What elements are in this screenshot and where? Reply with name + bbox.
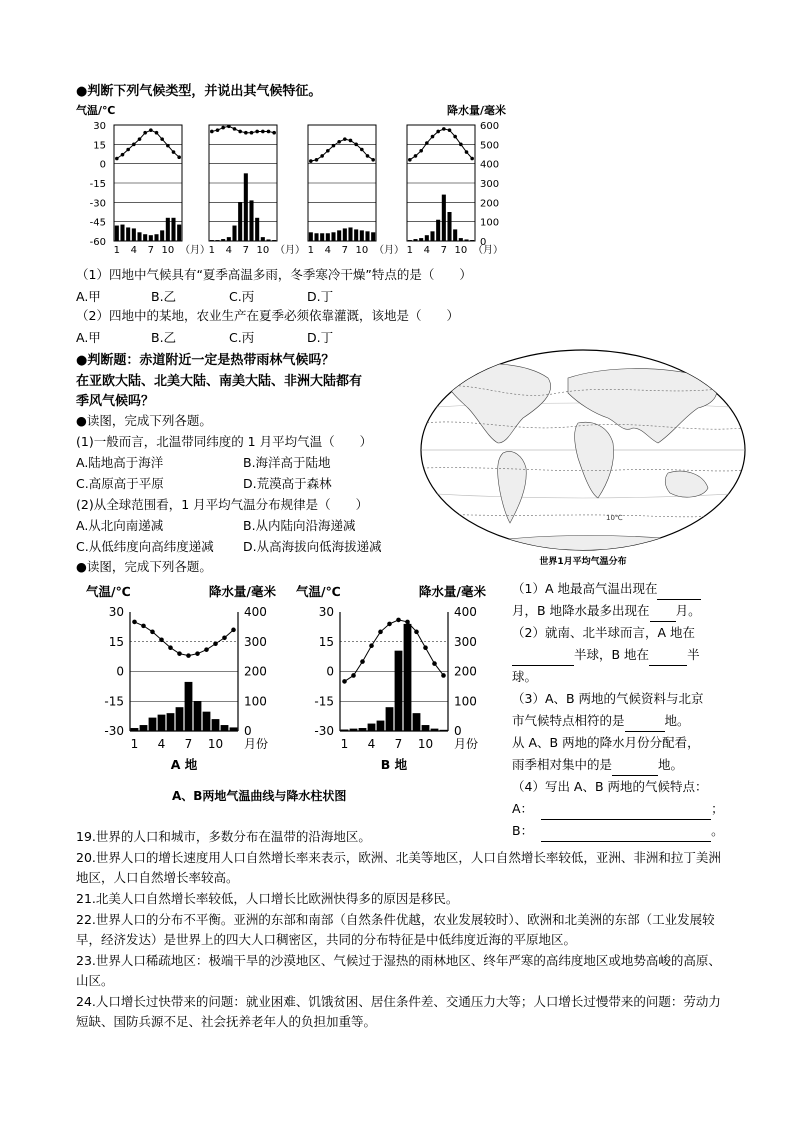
temp-point [337, 140, 341, 144]
precip-bar [261, 237, 265, 241]
month-tick-label: 10 [207, 737, 224, 751]
precip-bar [221, 239, 225, 241]
q3-sub2-option-c: C.从低纬度向高纬度递减 [76, 539, 214, 554]
precip-bar [232, 226, 236, 241]
note-21: 21.北美人口自然增长率较低，人口增长比欧洲快得多的原因是移民。 [76, 891, 459, 906]
temp-axis-title: 气温/℃ [86, 584, 131, 599]
temp-tick-label: 30 [318, 605, 334, 619]
q2-line3: 季风气候吗？ [76, 394, 155, 409]
temp-curve [135, 622, 234, 656]
precip-tick-label: 600 [480, 121, 500, 132]
precip-bar [158, 715, 166, 731]
temp-tick-label: 15 [318, 634, 334, 649]
temp-point [465, 150, 469, 154]
precip-bar [167, 713, 175, 731]
q3-sub1-option-a: A.陆地高于海洋 [76, 455, 164, 470]
q1-sub2: （2）四地中的某地，农业生产在夏季必须依靠灌溉，该地是（ ） [76, 308, 459, 323]
note-20: 20.世界人口的增长速度用人口自然增长率来表示，欧洲、北美等地区，人口自然增长率较低，亚洲、非洲和拉丁美洲地区，人口自然增长率较高。 [76, 850, 721, 885]
temp-point [143, 131, 147, 135]
q4-p4-text: （4）写出 A、B 两地的气候特点： [512, 779, 708, 794]
q1-sub1-option-d: D.丁 [307, 289, 334, 304]
precip-tick-label: 0 [480, 237, 487, 248]
temp-point [436, 130, 440, 134]
precip-bar [371, 232, 375, 241]
q2-line1: ●判断题：赤道附近一定是热带雨林气候吗？ [76, 353, 335, 368]
temp-point [459, 143, 463, 147]
precip-bar [365, 231, 369, 241]
precip-tick-label: 400 [244, 605, 267, 619]
temp-point [227, 124, 231, 128]
q1-sub2-option-a: A.甲 [76, 330, 101, 345]
temp-point [155, 131, 159, 135]
precip-bar [442, 195, 446, 241]
temp-point [371, 158, 375, 162]
temp-point [149, 128, 153, 132]
temp-point [442, 127, 446, 131]
month-tick-label: 1 [307, 245, 315, 256]
precip-bar [154, 234, 158, 241]
precip-bar [413, 713, 421, 731]
q3-sub1: (1)一般而言，北温带同纬度的 1 月平均气温（ ） [76, 434, 373, 449]
temp-point [360, 148, 364, 152]
precip-bar [359, 728, 367, 731]
month-tick-label: 7 [184, 737, 193, 751]
temp-point [423, 645, 428, 650]
temp-point [213, 641, 218, 646]
q4-p3-line4 [512, 754, 732, 776]
precip-bar [453, 229, 457, 241]
precip-bar [244, 173, 248, 241]
temp-point [408, 158, 412, 162]
q4-p4a-line: A： ； [512, 798, 732, 820]
temp-point [342, 679, 347, 684]
month-tick-label: 1 [406, 245, 414, 256]
q4-p3d: 从 A、B 两地的降水月份分配看， [512, 735, 700, 750]
temp-curve [345, 620, 444, 681]
q3-sub2-option-b: B.从内陆向沿海递减 [243, 518, 356, 533]
temp-tick-label: -45 [89, 217, 106, 229]
month-tick-label: 7 [147, 245, 155, 256]
q3-sub1-option-c: C.高原高于平原 [76, 476, 164, 491]
temp-point [419, 149, 423, 153]
month-tick-label: 10 [161, 245, 175, 256]
month-tick-label: 4 [130, 245, 138, 256]
precip-bar [194, 701, 202, 731]
q4-p3-line3 [512, 732, 732, 754]
precip-bar [440, 730, 448, 731]
temp-tick-label: -60 [89, 237, 106, 248]
precip-bar [132, 228, 136, 241]
precip-bar [425, 235, 429, 241]
precip-bar [337, 230, 341, 241]
temp-point [195, 651, 200, 656]
temp-point [126, 148, 130, 152]
temp-point [360, 659, 365, 664]
precip-bar [266, 239, 270, 241]
temp-point [453, 135, 457, 139]
temp-point [210, 130, 214, 134]
precip-bar [185, 682, 193, 731]
precip-bar [238, 202, 242, 241]
month-tick-label: 10 [417, 737, 434, 751]
blank-b-hemisphere[interactable] [649, 665, 687, 666]
precip-bar [227, 237, 231, 241]
precip-bar [419, 238, 423, 241]
month-tick-label: 4 [225, 245, 233, 256]
q4-questions [512, 578, 732, 842]
temp-tick-label: 0 [116, 664, 124, 679]
q4-p3b: 市气候特点相符的是 [512, 713, 625, 728]
q1-sub2-option-d: D.丁 [307, 330, 334, 345]
temp-point [177, 155, 181, 159]
precip-bar [430, 231, 434, 241]
temp-point [366, 154, 370, 158]
precip-bar [203, 712, 211, 731]
chart-name-label: B 地 [380, 757, 408, 772]
temp-tick-label: -30 [89, 198, 106, 210]
precip-bar [137, 232, 141, 241]
q4-p2b: 半球，B 地在 [574, 647, 650, 662]
month-unit-label: （月） [180, 245, 210, 256]
temp-point [132, 620, 137, 625]
temp-point [396, 618, 401, 623]
note-22: 22.世界人口的分布不平衡。亚洲的东部和南部（自然条件优越，农业发展较时）、欧洲和北美洲的东部（工业发展较早，经济发达）是世界上的四大人口稠密区，共同的分布特征是中低纬度近海的平原地区。 [76, 912, 715, 947]
q3-sub2: (2)从全球范围看，1 月平均气温分布规律是（ ） [76, 497, 369, 512]
month-tick-label: 10 [256, 245, 270, 256]
temp-point [115, 157, 119, 161]
temp-point [354, 143, 358, 147]
precip-bar [459, 238, 463, 241]
month-unit-label: （月） [275, 245, 305, 256]
temp-point [159, 637, 164, 642]
temp-point [261, 130, 265, 134]
temp-curve [212, 126, 274, 132]
month-tick-label: 7 [242, 245, 250, 256]
q4-p1c: 月。 [675, 603, 701, 618]
month-tick-label: 1 [130, 737, 139, 751]
month-tick-label: 7 [341, 245, 349, 256]
q3-sub1-option-b: B.海洋高于陆地 [243, 455, 331, 470]
temp-point [172, 150, 176, 154]
temp-point [309, 159, 313, 163]
q1-sub1-option-a: A.甲 [76, 289, 101, 304]
month-tick-label: 1 [208, 245, 216, 256]
precip-bar [249, 200, 253, 241]
temp-point [326, 149, 330, 153]
precip-bar [171, 218, 175, 241]
precip-bar [160, 230, 164, 241]
precip-bar [143, 234, 147, 241]
temp-axis-title: 气温/℃ [296, 584, 341, 599]
precip-tick-label: 300 [480, 179, 500, 190]
precip-bar [115, 226, 119, 241]
precip-tick-label: 200 [454, 664, 477, 679]
precip-bar [348, 227, 352, 241]
temp-point [216, 128, 220, 132]
precip-tick-label: 0 [244, 724, 252, 738]
note-23: 23.世界人口稀疏地区：极端干旱的沙漠地区、气候过于湿热的雨林地区、终年严寒的高纬度地区或地势高峻的高原、山区。 [76, 953, 721, 988]
temp-curve [311, 139, 373, 161]
temp-point [244, 131, 248, 135]
chart-name-label: A 地 [170, 757, 198, 772]
temp-point [332, 144, 336, 148]
note-24: 24.人口增长过快带来的问题：就业困难、饥饿贫困、居住条件差、交通压力大等；人口增长过慢带来的问题：劳动力短缺、国防兵源不足、社会抚养老年人的负担加重等。 [76, 994, 721, 1029]
q4-p3-cont [512, 710, 732, 732]
precip-bar [422, 725, 430, 731]
precip-tick-label: 400 [454, 605, 477, 619]
precip-bar [149, 718, 157, 731]
precip-bar [215, 240, 219, 241]
q3-sub1-option-d: D.荒漠高于森林 [243, 476, 332, 491]
temp-point [425, 141, 429, 145]
precip-bar [177, 225, 181, 241]
q4-p2c: 半 [687, 647, 700, 662]
month-tick-label: 7 [440, 245, 448, 256]
q4-p3f: 地。 [658, 757, 684, 772]
precip-bar [140, 725, 148, 731]
temp-point [233, 127, 237, 131]
q3-sub2-option-a: A.从北向南递减 [76, 518, 164, 533]
month-unit-label: 月份 [454, 737, 479, 751]
temp-point [432, 661, 437, 666]
temp-tick-label: -30 [314, 724, 334, 738]
temp-point [267, 130, 271, 134]
q4-p2a: （2）就南、北半球而言，A 地在 [512, 625, 695, 640]
month-tick-label: 10 [355, 245, 369, 256]
month-tick-label: 10 [454, 245, 468, 256]
temp-tick-label: 0 [326, 664, 334, 679]
precip-tick-label: 200 [480, 198, 500, 210]
q3-sub2-option-d: D.从高海拔向低海拔递减 [243, 539, 382, 554]
temp-point [448, 128, 452, 132]
precip-bar [343, 228, 347, 241]
temp-point [431, 135, 435, 139]
temp-point [470, 157, 474, 161]
q1-sub1: （1）四地中气候具有“夏季高温多雨，冬季寒冷干燥”特点的是（ ） [76, 267, 472, 282]
precip-tick-label: 100 [454, 694, 477, 709]
temp-point [441, 673, 446, 678]
q4-p4b-line: B： 。 [512, 820, 732, 842]
precip-bar [221, 725, 229, 731]
month-tick-label: 4 [324, 245, 332, 256]
temp-point [166, 144, 170, 148]
precip-tick-label: 500 [480, 140, 500, 152]
precip-tick-label: 200 [244, 664, 267, 679]
q4-caption: A、B两地气温曲线与降水柱状图 [172, 789, 347, 803]
precip-bar [272, 240, 276, 241]
temp-point [320, 154, 324, 158]
chart-b-climate [296, 580, 496, 780]
precip-tick-label: 300 [454, 634, 477, 649]
temp-tick-label: -15 [314, 694, 334, 709]
q1-sub2-option-c: C.丙 [229, 330, 255, 345]
temp-point [405, 620, 410, 625]
temp-tick-label: 30 [93, 121, 106, 132]
temp-point [132, 143, 136, 147]
temp-point [255, 130, 259, 134]
precip-bar [120, 225, 124, 241]
precip-bar [320, 233, 324, 241]
precip-bar [368, 724, 376, 731]
precip-bar [326, 233, 330, 241]
temp-tick-label: 15 [93, 140, 106, 152]
temp-point [351, 673, 356, 678]
q3-intro: ●读图，完成下列各题。 [76, 413, 212, 428]
temp-point [369, 643, 374, 648]
precip-bar [360, 230, 364, 241]
temp-point [138, 137, 142, 141]
q4-p2d: 球。 [512, 669, 538, 684]
temp-point [272, 131, 276, 135]
temp-tick-label: 15 [108, 634, 124, 649]
temp-point [177, 651, 182, 656]
precip-bar [166, 218, 170, 241]
temp-point [414, 154, 418, 158]
temp-point [168, 645, 173, 650]
q4-p2 [512, 622, 732, 644]
q4-p2-cont [512, 644, 732, 666]
four-climate-charts [76, 100, 516, 260]
month-tick-label: 4 [157, 737, 166, 751]
precip-bar [436, 220, 440, 241]
precip-bar [404, 624, 412, 731]
precip-bar [447, 212, 451, 241]
q4-p3 [512, 688, 732, 710]
month-unit-label: （月） [374, 245, 404, 256]
precip-bar [341, 730, 349, 731]
precip-axis-title: 降水量/毫米 [208, 584, 276, 599]
month-tick-label: 1 [340, 737, 349, 751]
precip-bar [149, 235, 153, 241]
precip-bar [350, 729, 358, 731]
month-tick-label: 1 [113, 245, 121, 256]
temp-point [221, 126, 225, 130]
precip-bar [413, 239, 417, 241]
temp-point [186, 653, 191, 658]
temp-point [387, 622, 392, 627]
precip-bar [470, 240, 474, 241]
precip-bar [386, 707, 394, 731]
q1-intro: ●判断下列气候类型，并说出其气候特征。 [76, 84, 322, 99]
month-unit-label: 月份 [244, 737, 269, 751]
temp-point [222, 635, 227, 640]
temp-point [150, 630, 155, 635]
q4-p3e: 雨季相对集中的是 [512, 757, 613, 772]
month-tick-label: 7 [394, 737, 403, 751]
temp-point [414, 630, 419, 635]
q4-p4a: A： [512, 801, 534, 816]
precip-tick-label: 400 [480, 159, 500, 171]
precip-bar [431, 729, 439, 731]
q1-sub2-option-b: B.乙 [151, 330, 177, 345]
q4-p1-cont [512, 600, 732, 622]
map-isotherm-label: 10℃ [606, 514, 623, 522]
temp-tick-label: -15 [89, 179, 106, 190]
month-tick-label: 4 [423, 245, 431, 256]
precip-tick-label: 100 [244, 694, 267, 709]
temp-point [238, 130, 242, 134]
q4-p4 [512, 776, 732, 798]
q1-sub1-option-b: B.乙 [151, 289, 177, 304]
precip-tick-label: 100 [480, 217, 500, 229]
q4-p3c: 地。 [664, 713, 690, 728]
temp-point [160, 137, 164, 141]
temp-point [349, 139, 353, 143]
temp-tick-label: 0 [99, 159, 106, 171]
precip-bar [464, 239, 468, 241]
note-19: 19.世界的人口和城市，多数分布在温带的沿海地区。 [76, 829, 371, 844]
precip-bar [395, 651, 403, 731]
precip-bar [377, 721, 385, 731]
month-unit-label: （月） [473, 245, 503, 256]
q4-p4b: B： [512, 823, 534, 838]
temp-point [204, 647, 209, 652]
temp-point [343, 137, 347, 141]
precip-bar [309, 232, 313, 241]
q4-p3a: （3）A、B 两地的气候资料与北京 [512, 691, 704, 706]
precip-bar [210, 240, 214, 241]
chart-a-climate [86, 580, 286, 780]
temp-point [141, 624, 146, 629]
temp-point [250, 131, 254, 135]
temp-tick-label: -15 [104, 694, 124, 709]
precip-bar [126, 227, 130, 241]
precip-bar [176, 707, 184, 731]
temp-point [121, 153, 125, 157]
precip-bar [212, 719, 220, 731]
precip-tick-label: 300 [244, 634, 267, 649]
q4-intro: ●读图，完成下列各题。 [76, 559, 212, 574]
temp-point [315, 158, 319, 162]
temp-tick-label: 30 [108, 605, 124, 619]
precip-axis-title: 降水量/毫米 [418, 584, 486, 599]
world-january-temperature-map [418, 348, 748, 568]
temp-point [378, 630, 383, 635]
precip-bar [331, 232, 335, 241]
month-tick-label: 4 [367, 737, 376, 751]
precip-tick-label: 0 [454, 724, 462, 738]
temp-tick-label: -30 [104, 724, 124, 738]
q4-p1b: 月，B 地降水最多出现在 [512, 603, 650, 618]
precip-axis-title: 降水量/毫米 [446, 104, 506, 117]
q4-p2-end [512, 666, 732, 688]
q1-sub1-option-c: C.丙 [229, 289, 255, 304]
precip-bar [354, 229, 358, 241]
precip-bar [131, 728, 139, 731]
temp-axis-title: 气温/℃ [76, 104, 116, 117]
q4-p1a: （1）A 地最高气温出现在 [512, 581, 658, 596]
q2-line2: 在亚欧大陆、北美大陆、南美大陆、非洲大陆都有 [76, 374, 363, 389]
precip-bar [230, 727, 238, 731]
q4-p1 [512, 578, 732, 600]
precip-bar [314, 233, 318, 241]
map-caption: 世界1月平均气温分布 [539, 557, 627, 567]
precip-bar [255, 218, 259, 241]
precip-bar [408, 240, 412, 241]
temp-point [231, 628, 236, 633]
